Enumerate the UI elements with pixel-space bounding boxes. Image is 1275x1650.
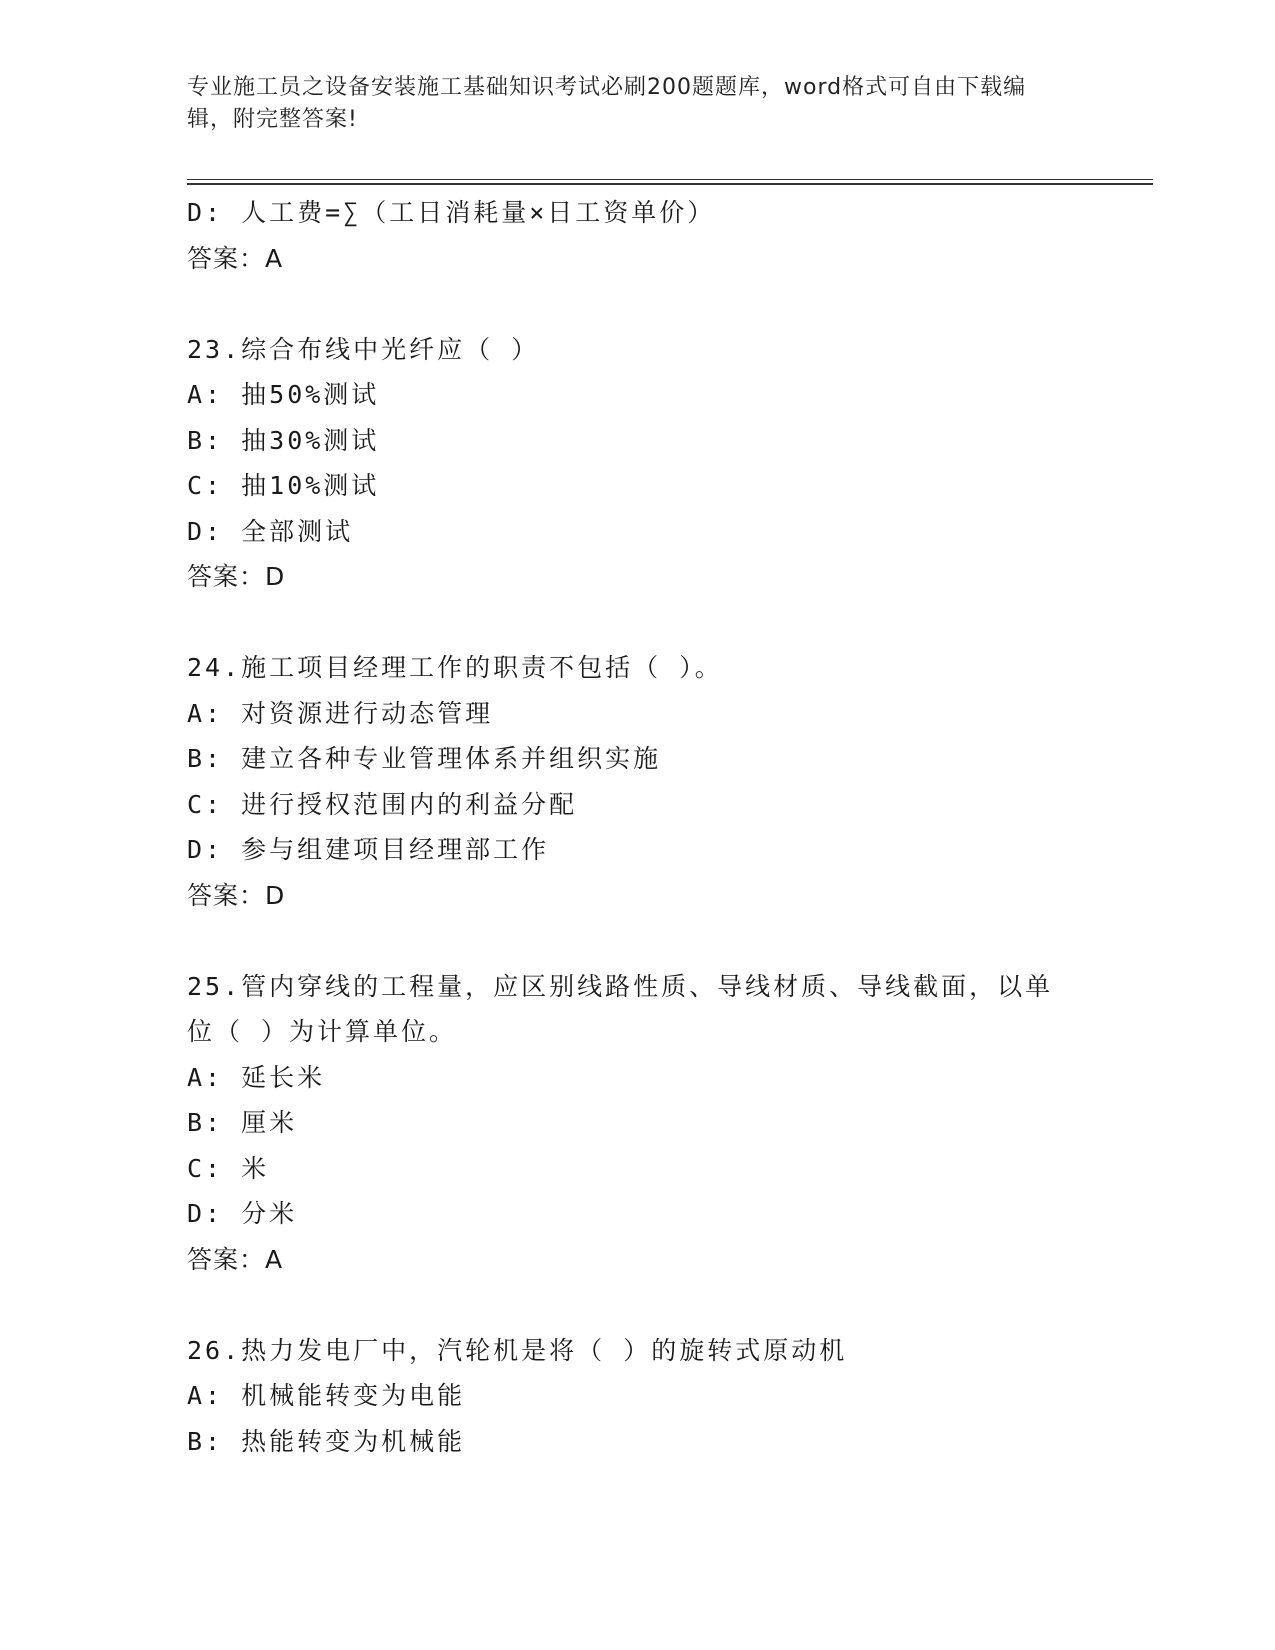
option-c: C: 抽10%测试 <box>187 471 380 500</box>
spacer <box>187 1282 1107 1328</box>
question-stem: 24.施工项目经理工作的职责不包括（ ）。 <box>187 653 723 682</box>
option-b: B: 热能转变为机械能 <box>187 1426 466 1456</box>
option-d: D: 分米 <box>187 1199 298 1228</box>
option-c: C: 米 <box>187 1153 270 1183</box>
option-a: A: 抽50%测试 <box>187 380 380 409</box>
option-c: C: 进行授权范围内的利益分配 <box>187 789 578 819</box>
spacer <box>187 918 1107 964</box>
spacer <box>187 281 1107 327</box>
option-b: B: 抽30%测试 <box>187 425 380 455</box>
answer-line: 答案：A <box>187 243 284 273</box>
option-d: D: 人工费=∑（工日消耗量×日工资单价） <box>187 198 716 227</box>
spacer <box>187 600 1107 646</box>
question-stem: 26.热力发电厂中，汽轮机是将（ ）的旋转式原动机 <box>187 1335 848 1365</box>
option-d: D: 参与组建项目经理部工作 <box>187 835 550 864</box>
header-title: 专业施工员之设备安装施工基础知识考试必刷200题题库，word格式可自由下载编辑，附完整答案! <box>187 75 1027 132</box>
header-rule-thin <box>187 179 1153 180</box>
document-header <box>187 72 1067 136</box>
answer-line: 答案：D <box>187 562 286 591</box>
question-stem: 25.管内穿线的工程量，应区别线路性质、导线材质、导线截面，以单位（ ）为计算单位。 <box>187 971 1054 1046</box>
option-a: A: 对资源进行动态管理 <box>187 698 494 728</box>
header-rule-thick <box>187 183 1153 185</box>
question-list <box>187 190 1107 1464</box>
option-a: A: 延长米 <box>187 1062 326 1092</box>
answer-line: 答案：A <box>187 1244 284 1274</box>
question-stem: 23.综合布线中光纤应（ ） <box>187 334 540 364</box>
option-a: A: 机械能转变为电能 <box>187 1381 466 1410</box>
option-b: B: 建立各种专业管理体系并组织实施 <box>187 744 662 773</box>
answer-line: 答案：D <box>187 880 286 910</box>
option-b: B: 厘米 <box>187 1108 298 1137</box>
option-d: D: 全部测试 <box>187 516 354 546</box>
